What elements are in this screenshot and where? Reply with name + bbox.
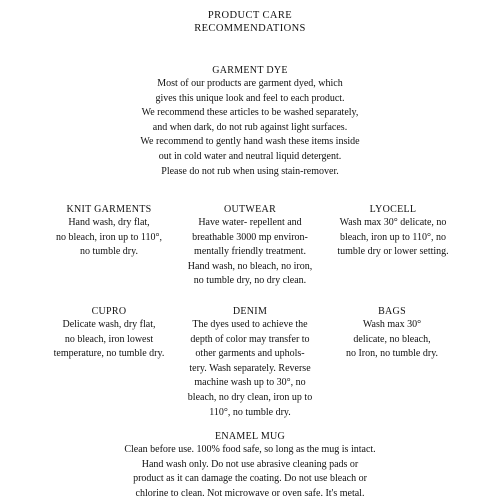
section-line: breathable 3000 mp environ-: [192, 231, 308, 243]
section-line: Most of our products are garment dyed, which: [157, 78, 343, 89]
section-line: Hand wash, no bleach, no iron,: [187, 260, 313, 272]
section-heading: LYOCELL: [369, 204, 417, 215]
section-line: gives this unique look and feel to each product.: [155, 92, 345, 104]
section-line: out in cold water and neutral liquid detergent.: [158, 150, 342, 162]
section-heading: OUTWEAR: [223, 204, 277, 215]
section-garment-dye: [100, 64, 400, 179]
page-title-line-1: PRODUCT CARE: [207, 10, 293, 21]
section-line: bleach, iron up to 110°, no: [339, 231, 447, 243]
section-line: and when dark, do not rub against light surfaces.: [152, 121, 348, 133]
section-line: depth of color may transfer to: [190, 333, 310, 345]
section-line: Hand wash only. Do not use abrasive cleaning pads or: [141, 458, 359, 470]
section-line: tumble dry or lower setting.: [337, 246, 449, 258]
section-line: Wash max 30°: [362, 319, 422, 330]
section-line: no bleach, iron up to 110°,: [55, 231, 163, 243]
section-line: machine wash up to 30°, no: [194, 377, 306, 389]
section-line: no tumble dry, no dry clean.: [193, 275, 307, 287]
page-title-line-2: RECOMMENDATIONS: [194, 23, 306, 34]
section-line: Wash max 30° delicate, no: [339, 217, 447, 228]
section-heading: BAGS: [378, 306, 406, 317]
section-line: mentally friendly treatment.: [194, 246, 306, 258]
section-line: Please do not rub when using stain-remover.: [161, 165, 339, 177]
section-line: We recommend these articles to be washed separately,: [141, 107, 359, 119]
section-line: The dyes used to achieve the: [192, 319, 308, 330]
section-line: no tumble dry.: [80, 246, 138, 258]
section-lyocell: [325, 203, 461, 260]
section-heading: ENAMEL MUG: [214, 431, 286, 442]
section-line: chlorine to clean. Not microwave or oven safe. It's metal.: [135, 487, 365, 499]
section-bags: [332, 305, 452, 362]
section-line: Delicate wash, dry flat,: [62, 319, 156, 330]
section-line: We recommend to gently hand wash these items inside: [140, 136, 360, 148]
section-heading: GARMENT DYE: [212, 65, 288, 76]
section-denim: [180, 305, 320, 420]
section-line: delicate, no bleach,: [353, 333, 431, 345]
section-heading: CUPRO: [91, 306, 127, 317]
section-heading: DENIM: [232, 306, 268, 317]
section-outwear: [180, 203, 320, 289]
section-line: temperature, no tumble dry.: [53, 348, 165, 360]
page-title: [0, 9, 500, 35]
section-cupro: [36, 305, 182, 362]
section-knit-garments: [47, 203, 171, 260]
section-line: 110°, no tumble dry.: [209, 406, 291, 418]
section-line: no bleach, iron lowest: [64, 333, 154, 345]
section-heading: KNIT GARMENTS: [66, 204, 152, 215]
section-line: no Iron, no tumble dry.: [345, 348, 439, 360]
section-line: Have water- repellent and: [198, 217, 302, 228]
section-line: product as it can damage the coating. Do not use bleach or: [133, 473, 367, 485]
section-line: Hand wash, dry flat,: [68, 217, 150, 228]
section-line: tery. Wash separately. Reverse: [189, 362, 311, 374]
section-enamel-mug: [85, 430, 415, 501]
section-line: other garments and uphols-: [195, 348, 305, 360]
section-line: Clean before use. 100% food safe, so long as the mug is intact.: [124, 444, 376, 455]
section-line: bleach, no dry clean, iron up to: [187, 391, 313, 403]
